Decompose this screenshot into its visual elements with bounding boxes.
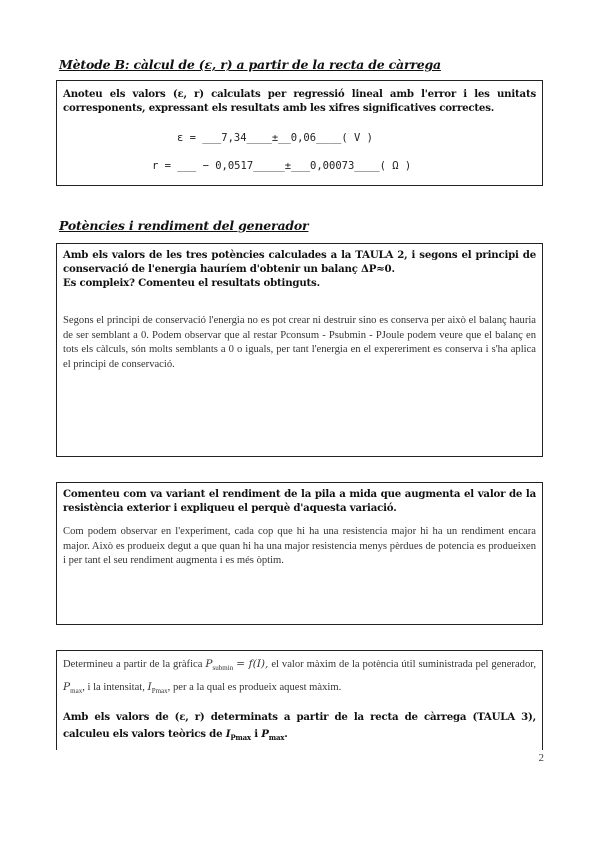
efficiency-question: Comenteu com va variant el rendiment de la pila a mida que augmenta el valor de la resistència exterior i expliqueu el perquè d'aquesta variació. [63, 488, 536, 514]
emf-result: ε = ___7,34____±__0,06____( V ) [177, 132, 373, 144]
regression-box [56, 80, 543, 186]
energy-balance-question-2: Es compleix? Comenteu el resultats obtinguts. [63, 277, 320, 289]
theoretical-values-question: Amb els valors de (ε, r) determinats a partir de la recta de càrrega (TAULA 3), calculeu els valors teòrics de $I_{Pmax}$ i $P_{max}$. [63, 711, 536, 743]
section-b-heading: Mètode B: càlcul de (ε, r) a partir de la recta de càrrega [59, 57, 441, 72]
resistance-result: r = ___ − 0,0517_____±___0,00073____( Ω ) [152, 160, 412, 172]
energy-balance-question: Amb els valors de les tres potències calculades a la TAULA 2, i segons el principi de conservació de l'energia hauríem d'obtenir un balanç ΔP≈0. [63, 249, 536, 275]
max-power-box [56, 650, 543, 750]
regression-instruction: Anoteu els valors (ε, r) calculats per regressió lineal amb l'error i les unitats corresponents, expressant els resultats amb les xifres significatives correctes. [63, 88, 536, 114]
energy-balance-box [56, 243, 543, 457]
efficiency-answer[interactable]: Com podem observar en l'experiment, cada cop que hi ha una resistencia major hi ha un rendiment encara major. Això es produeix degut a que quan hi ha una major resistencia menys pèrdues de potencia es produeixen i per tant el seu rendiment augmenta i es més òptim. [63, 526, 536, 566]
energy-balance-answer[interactable]: Segons el principi de conservació l'energia no es pot crear ni destruir sino es conserva per això el balanç hauria de ser semblant a 0. Podem observar que al restar Pconsum - Psubmin - PJoule podem veure que el balanç en tots els càlculs, són molts semblants a 0 o iguals, per tant l'energia en el expereriment es conserva i s'ha aplica el principi de conservació. [63, 315, 536, 370]
power-heading: Potències i rendiment del generador [59, 218, 309, 233]
efficiency-box [56, 482, 543, 625]
page-number: 2 [538, 752, 544, 764]
max-power-question: Determineu a partir de la gràfica $P_{submin} = f(I)$, el valor màxim de la potència útil suministrada pel generador, $P_{max}$, i la intensitat, $I_{Pmax}$, per a la qual es produeix aquest màxim. [63, 658, 537, 696]
